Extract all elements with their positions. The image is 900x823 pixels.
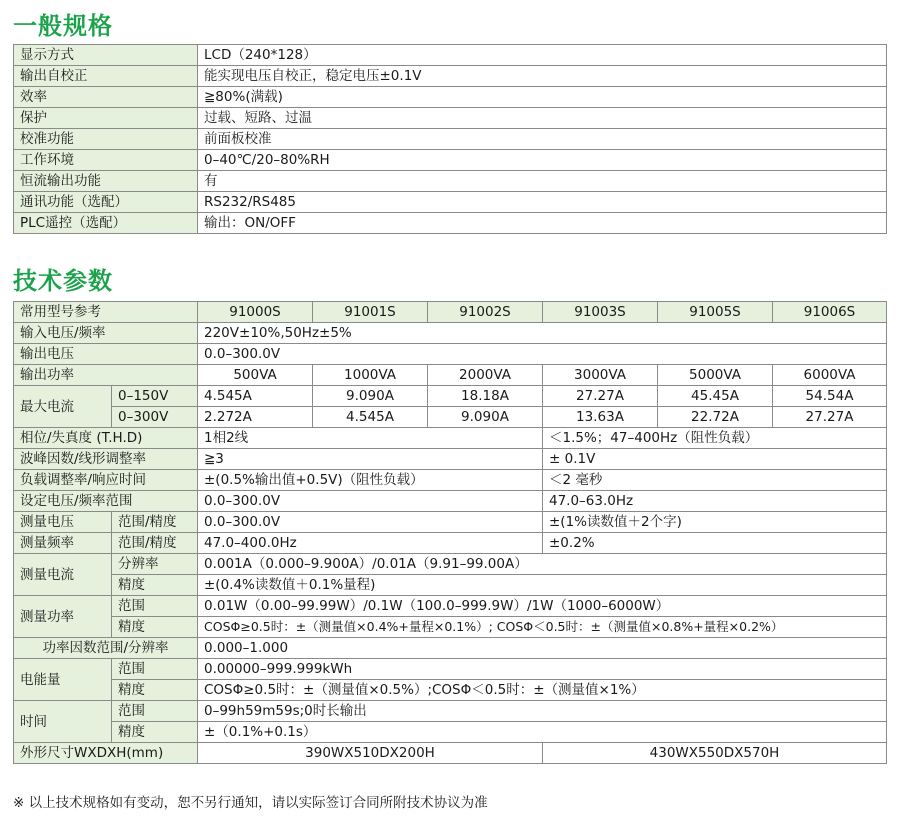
max-current-cell: 27.27A [543,386,658,407]
tech-title: 技术参数 [13,267,113,295]
time-sub: 范围 [112,701,198,722]
input-label: 输入电压/频率 [14,323,198,344]
crest-row [14,449,887,470]
meas-power-sub: 范围 [112,596,198,617]
meas-freq-sub: 范围/精度 [112,533,198,554]
pf-row [14,638,887,659]
output-power-cell: 5000VA [658,365,773,386]
model-cell: 91006S [773,302,887,323]
max-current-range: 0–150V [112,386,198,407]
pf-value: 0.000–1.000 [198,638,887,659]
output-voltage-row [14,344,887,365]
meas-power-row [14,596,887,617]
model-row [14,302,887,323]
max-current-cell: 4.545A [198,386,313,407]
general-row-value: 0–40℃/20–80%RH [198,150,887,171]
load-reg-label: 负载调整率/响应时间 [14,470,198,491]
output-power-cell: 6000VA [773,365,887,386]
max-current-row [14,407,887,428]
general-row-value: 有 [198,171,887,192]
meas-power-sub: 精度 [112,617,198,638]
general-row-value: RS232/RS485 [198,192,887,213]
general-row-value: 过载、短路、过温 [198,108,887,129]
max-current-cell: 4.545A [313,407,428,428]
meas-current-row [14,554,887,575]
meas-power-value: 0.01W（0.00–99.99W）/0.1W（100.0–999.9W）/1W（1000–6000W） [198,596,887,617]
meas-freq-left: 47.0–400.0Hz [198,533,543,554]
set-range-label: 设定电压/频率范围 [14,491,198,512]
crest-left: ≧3 [198,449,543,470]
footnote: ※ 以上技术规格如有变动，恕不另行通知，请以实际签订合同所附技术协议为准 [13,795,488,811]
load-reg-right: ＜2 毫秒 [543,470,887,491]
meas-current-value: ±(0.4%读数值＋0.1%量程) [198,575,887,596]
max-current-cell: 13.63A [543,407,658,428]
time-label: 时间 [14,701,112,743]
output-power-cell: 3000VA [543,365,658,386]
general-row-value: ≧80%(满载) [198,87,887,108]
meas-freq-row [14,533,887,554]
meas-voltage-label: 测量电压 [14,512,112,533]
time-row [14,722,887,743]
model-label: 常用型号参考 [14,302,198,323]
max-current-cell: 2.272A [198,407,313,428]
general-row-value: LCD（240*128） [198,45,887,66]
general-row-label: 输出自校正 [14,66,198,87]
input-value: 220V±10%,50Hz±5% [198,323,887,344]
model-cell: 91003S [543,302,658,323]
output-power-cell: 1000VA [313,365,428,386]
general-row [14,108,887,129]
dimensions-left: 390WX510DX200H [198,743,543,764]
time-row [14,701,887,722]
crest-label: 波峰因数/线形调整率 [14,449,198,470]
meas-voltage-sub: 范围/精度 [112,512,198,533]
model-cell: 91002S [428,302,543,323]
general-row-value: 能实现电压自校正，稳定电压±0.1V [198,66,887,87]
max-current-cell: 54.54A [773,386,887,407]
energy-value: COSΦ≥0.5时：±（测量值×0.5%）;COSΦ＜0.5时：±（测量值×1%） [198,680,887,701]
meas-current-sub: 精度 [112,575,198,596]
input-row [14,323,887,344]
energy-value: 0.00000–999.999kWh [198,659,887,680]
output-voltage-value: 0.0–300.0V [198,344,887,365]
general-row [14,171,887,192]
energy-label: 电能量 [14,659,112,701]
phase-label: 相位/失真度 (T.H.D) [14,428,198,449]
general-row-label: 校准功能 [14,129,198,150]
dimensions-row [14,743,887,764]
max-current-cell: 22.72A [658,407,773,428]
set-range-row [14,491,887,512]
output-power-row [14,365,887,386]
output-power-cell: 500VA [198,365,313,386]
model-cell: 91001S [313,302,428,323]
max-current-row [14,386,887,407]
meas-power-label: 测量功率 [14,596,112,638]
general-row-value: 输出：ON/OFF [198,213,887,234]
output-power-label: 输出功率 [14,365,198,386]
max-current-cell: 9.090A [313,386,428,407]
set-range-left: 0.0–300.0V [198,491,543,512]
general-row-label: PLC遥控（选配） [14,213,198,234]
general-row [14,192,887,213]
general-row [14,66,887,87]
phase-right: ＜1.5%；47–400Hz（阻性负载） [543,428,887,449]
crest-right: ± 0.1V [543,449,887,470]
output-voltage-label: 输出电压 [14,344,198,365]
general-row-label: 显示方式 [14,45,198,66]
time-value: 0–99h59m59s;0时长输出 [198,701,887,722]
meas-power-value: COSΦ≥0.5时：±（测量值×0.4%+量程×0.1%）; COSΦ＜0.5时：±（测量值×0.8%+量程×0.2%） [198,617,887,638]
general-row-label: 效率 [14,87,198,108]
time-sub: 精度 [112,722,198,743]
meas-freq-label: 测量频率 [14,533,112,554]
general-row-label: 恒流输出功能 [14,171,198,192]
energy-sub: 精度 [112,680,198,701]
dimensions-right: 430WX550DX570H [543,743,887,764]
general-row [14,45,887,66]
meas-freq-right: ±0.2% [543,533,887,554]
dimensions-label: 外形尺寸WXDXH(mm) [14,743,198,764]
max-current-cell: 9.090A [428,407,543,428]
general-row [14,129,887,150]
max-current-cell: 45.45A [658,386,773,407]
meas-voltage-row [14,512,887,533]
meas-current-label: 测量电流 [14,554,112,596]
phase-left: 1相2线 [198,428,543,449]
meas-current-row [14,575,887,596]
max-current-range: 0–300V [112,407,198,428]
load-reg-row [14,470,887,491]
time-value: ±（0.1%+0.1s） [198,722,887,743]
energy-sub: 范围 [112,659,198,680]
tech-spec-table [13,301,887,764]
model-cell: 91000S [198,302,313,323]
meas-voltage-left: 0.0–300.0V [198,512,543,533]
energy-row [14,680,887,701]
output-power-cell: 2000VA [428,365,543,386]
general-row-value: 前面板校准 [198,129,887,150]
max-current-cell: 18.18A [428,386,543,407]
max-current-label: 最大电流 [14,386,112,428]
set-range-right: 47.0–63.0Hz [543,491,887,512]
meas-voltage-right: ±(1%读数值＋2个字) [543,512,887,533]
general-row-label: 工作环境 [14,150,198,171]
pf-label: 功率因数范围/分辨率 [14,638,198,659]
model-cell: 91005S [658,302,773,323]
general-row-label: 通讯功能（选配） [14,192,198,213]
general-row [14,150,887,171]
general-row [14,213,887,234]
max-current-cell: 27.27A [773,407,887,428]
meas-power-row [14,617,887,638]
general-row-label: 保护 [14,108,198,129]
energy-row [14,659,887,680]
general-spec-table [13,44,887,234]
general-row [14,87,887,108]
phase-row [14,428,887,449]
load-reg-left: ±(0.5%输出值+0.5V)（阻性负载） [198,470,543,491]
general-title: 一般规格 [13,12,113,40]
meas-current-sub: 分辨率 [112,554,198,575]
meas-current-value: 0.001A（0.000–9.900A）/0.01A（9.91–99.00A） [198,554,887,575]
